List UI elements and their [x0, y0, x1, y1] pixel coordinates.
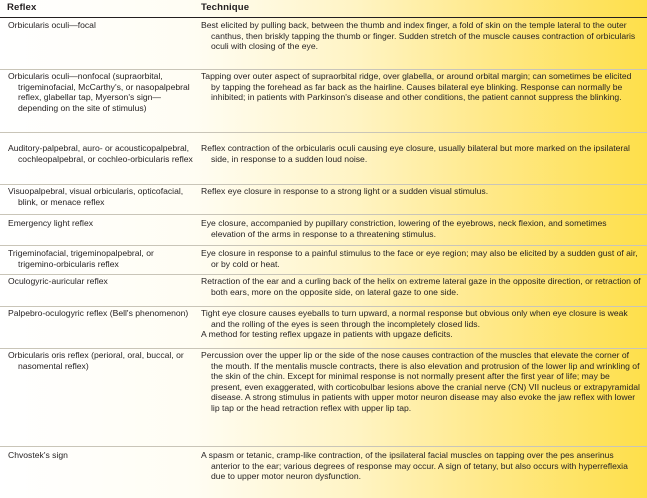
technique-text: [201, 450, 641, 482]
technique-paragraph: Eye closure, accompanied by pupillary constriction, lowering of the eyebrows, neck flexion, and sometimes elevation of the arms in response to a threatening stimulus.: [201, 218, 607, 239]
reflex-name: Auditory-palpebral, auro- or acousticopalpebral, cochleopalpebral, or cochleo-orbicularis reflex: [8, 143, 193, 164]
technique-paragraph: Reflex contraction of the orbicularis oculi causing eye closure, usually bilateral but more marked on the ipsilateral side, in response to a sudden loud noise.: [201, 143, 630, 164]
table-row: [0, 276, 647, 307]
table-row: [0, 218, 647, 246]
reflex-name: Visuopalpebral, visual orbicularis, opticofacial, blink, or menace reflex: [8, 186, 184, 207]
technique-paragraph: Retraction of the ear and a curling back of the helix on extreme lateral gaze in the opposite direction, or retraction of both ears, more on the opposite side, on lateral gaze to one side.: [201, 276, 641, 297]
technique-paragraph: Eye closure in response to a painful stimulus to the face or eye region; may also be elicited by a sudden gust of air, or by cold or heat.: [201, 248, 638, 269]
table-row: [0, 248, 647, 275]
technique-paragraph: Percussion over the upper lip or the side of the nose causes contraction of the muscles that elevate the corner of the mouth. If the mentalis muscle contracts, there is also elevation and protrusion of the lower lip and wrinkling of the skin of the chin. Except for minimal response is not normally present after the first year of life; may be present, even exaggerated, with corticobulbar lesions above the cranial nerve (CN) VII nucleus or extrapyramidal disease. A strong stimulus in patients with upper motor neuron disease may also evoke the jaw reflex with lower lip tap or the head retraction reflex with upper lip tap.: [201, 350, 640, 413]
technique-text: [201, 308, 641, 340]
technique-paragraph: A spasm or tetanic, cramp-like contraction, of the ipsilateral facial muscles on tapping over the pes anserinus anterior to the ear; various degrees of response may occur. A sign of tetany, but also occurs with hyperreflexia due to upper motor neuron dysfunction.: [201, 450, 628, 482]
technique-text: [201, 350, 641, 414]
technique-text: [201, 20, 641, 52]
technique-text: [201, 71, 641, 103]
technique-text: [201, 248, 641, 269]
reflex-name: Oculogyric-auricular reflex: [8, 276, 108, 286]
reflex-name: Palpebro-oculogyric reflex (Bell's phenomenon): [8, 308, 189, 318]
reflex-name: Orbicularis oris reflex (perioral, oral, buccal, or nasomental reflex): [8, 350, 184, 371]
technique-text: [201, 143, 641, 164]
technique-paragraph: Reflex eye closure in response to a strong light or a sudden visual stimulus.: [201, 186, 489, 196]
reflex-name: Trigeminofacial, trigeminopalpebral, or trigemino-orbicularis reflex: [8, 248, 154, 269]
table-row: [0, 308, 647, 349]
reflex-name: Chvostek's sign: [8, 450, 68, 460]
table-row: [0, 350, 647, 447]
reflex-name: Orbicularis oculi—focal: [8, 20, 96, 30]
technique-text: [201, 218, 641, 239]
technique-text: [201, 276, 641, 297]
header-reflex: Reflex: [7, 2, 37, 13]
technique-paragraph: Tapping over outer aspect of supraorbital ridge, over glabella, or around orbital margin; can sometimes be elicited by tapping the forehead as far back as the hairline. Causes bilateral eye blinking. Response can normally be inhibited; in patients with Parkinson's disease and other conditions, the patient cannot suppress the blinking.: [201, 71, 632, 103]
table-row: [0, 143, 647, 185]
reflex-name: Emergency light reflex: [8, 218, 94, 228]
header-technique: Technique: [201, 2, 250, 13]
technique-text: [201, 186, 641, 197]
table-row: [0, 450, 647, 496]
table-row: [0, 186, 647, 215]
technique-paragraph: Tight eye closure causes eyeballs to turn upward, a normal response but obvious only when eye closure is weak and the rolling of the eyes is seen through the incompletely closed lids.: [201, 308, 628, 329]
reflex-name: Orbicularis oculi—nonfocal (supraorbital, trigeminofacial, McCarthy's, or nasopalpebral reflex, glabellar tap, Myerson's sign—depending on the site of stimulus): [8, 71, 190, 113]
table-row: [0, 20, 647, 70]
table-row: [0, 71, 647, 133]
technique-paragraph: A method for testing reflex upgaze in patients with upgaze deficits.: [201, 329, 453, 340]
table-header: [0, 0, 647, 18]
technique-paragraph: Best elicited by pulling back, between the thumb and index finger, a fold of skin on the temple lateral to the outer canthus, then briskly tapping the thumb or finger. Sudden stretch of the muscle causes contraction of orbicularis oculi with closing of the eye.: [201, 20, 636, 52]
